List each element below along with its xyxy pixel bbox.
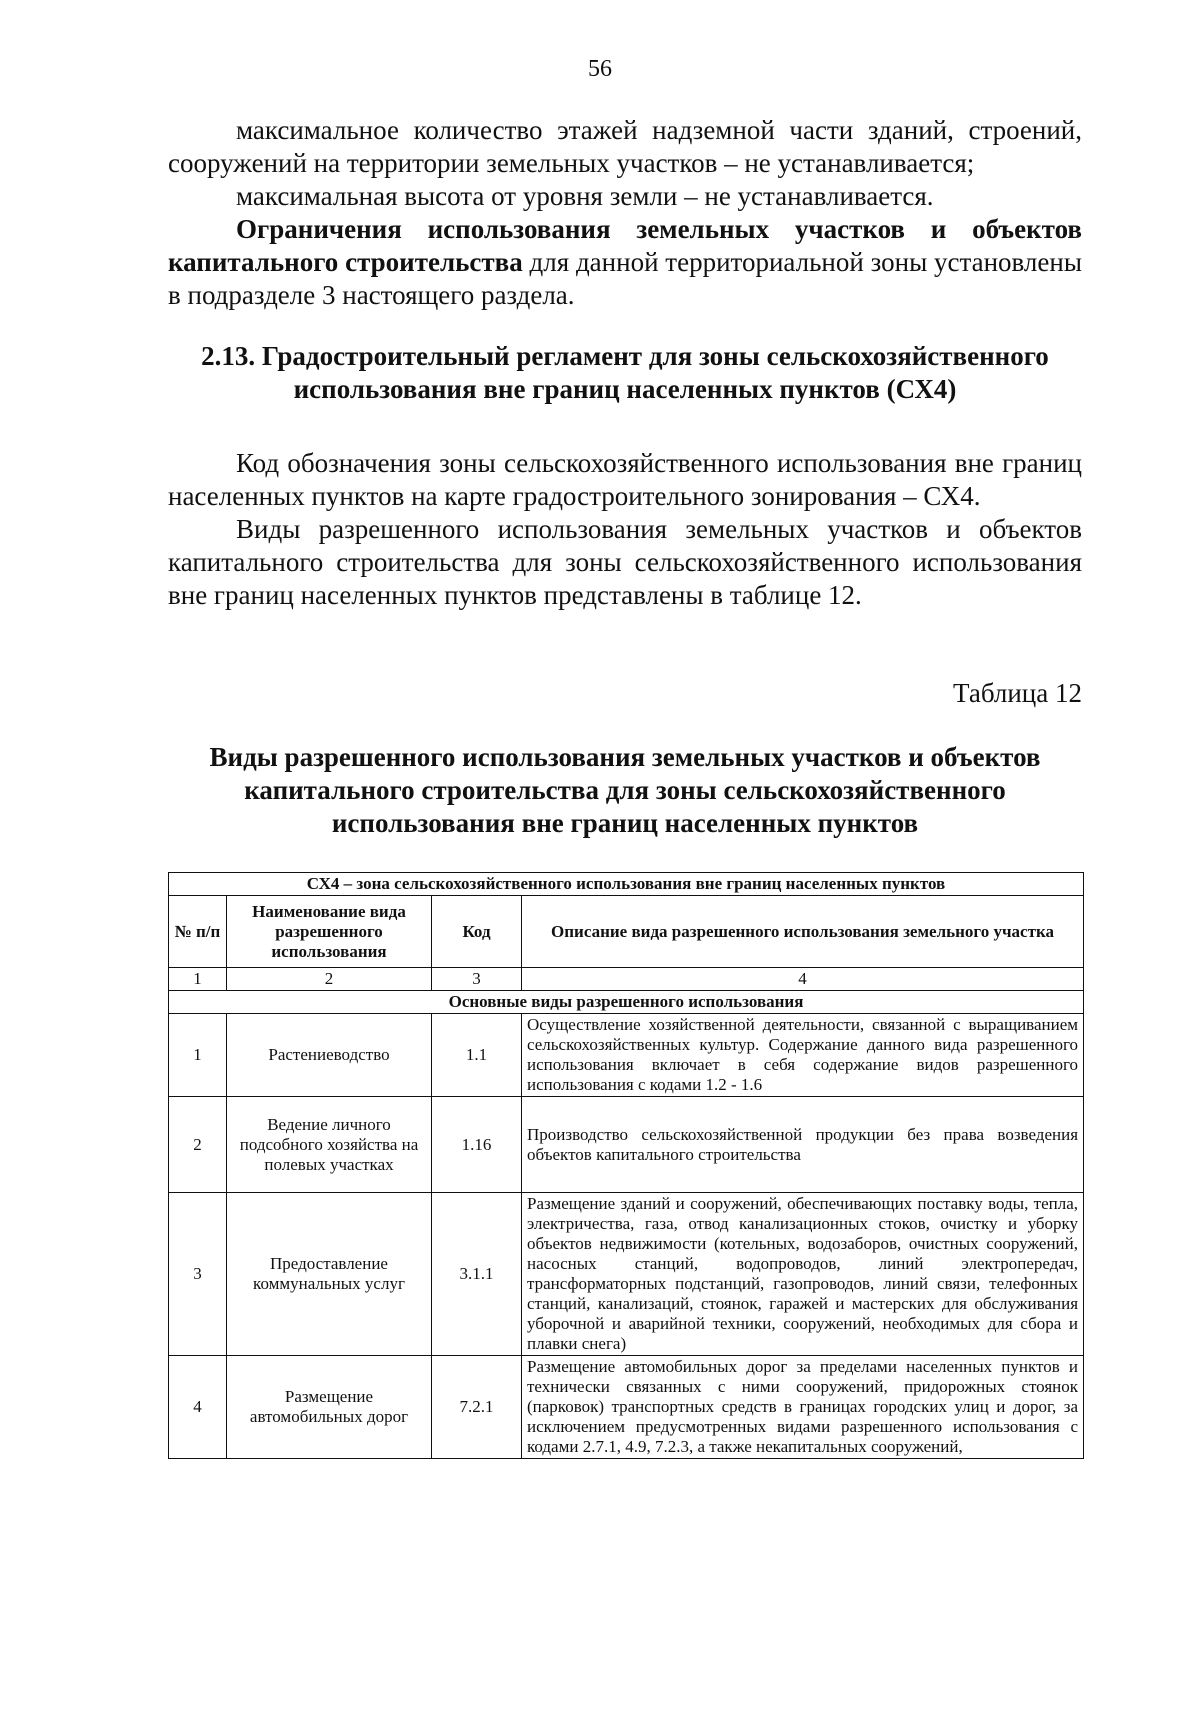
row-code: 1.1 [432, 1014, 522, 1097]
row-code: 7.2.1 [432, 1356, 522, 1459]
row-name: Ведение личного подсобного хозяйства на полевых участках [227, 1097, 432, 1193]
section-heading-line2: использования вне границ населенных пунктов (СХ4) [293, 374, 957, 404]
table-row [169, 1097, 1084, 1193]
column-header-row [169, 896, 1084, 968]
restrictions-bold: Ограничения использования земельных участков и объектов капитального строительства [168, 214, 1082, 277]
section-heading-line1: 2.13. Градостроительный регламент для зоны сельскохозяйственного [201, 341, 1049, 371]
permitted-uses-table [168, 872, 1084, 1459]
zone-description-block [168, 447, 1082, 612]
table-title [168, 741, 1082, 840]
header-description: Описание вида разрешенного использования земельного участка [522, 896, 1084, 968]
row-description: Размещение зданий и сооружений, обеспечивающих поставку воды, тепла, электричества, газа, отвод канализационных стоков, очистку и уборку объектов недвижимости (котельных, водозаборов, очистных сооружений, насосных станций, водопроводов, линий электропередач, трансформаторных подстанций, газопроводов, линий связи, телефонных станций, канализаций, стоянок, гаражей и мастерских для обслуживания уборочной и аварийной техники, сооружений, необходимых для сбора и плавки снега) [522, 1193, 1084, 1356]
col-number: 1 [169, 968, 227, 991]
row-num: 3 [169, 1193, 227, 1356]
table-row [169, 1014, 1084, 1097]
row-num: 4 [169, 1356, 227, 1459]
zone-code-paragraph: Код обозначения зоны сельскохозяйственного использования вне границ населенных пунктов на карте градостроительного зонирования – СХ4. [168, 448, 1082, 511]
row-name: Предоставление коммунальных услуг [227, 1193, 432, 1356]
col-number: 4 [522, 968, 1084, 991]
table-row [169, 1356, 1084, 1459]
table-title-line3: использования вне границ населенных пунктов [331, 808, 919, 838]
zone-header: СХ4 – зона сельскохозяйственного использования вне границ населенных пунктов [169, 873, 1084, 896]
group-header-row [169, 991, 1084, 1014]
section-heading [168, 340, 1082, 406]
row-name: Размещение автомобильных дорог [227, 1356, 432, 1459]
header-code: Код [432, 896, 522, 968]
header-num: № п/п [169, 896, 227, 968]
table-title-line1: Виды разрешенного использования земельных участков и объектов [209, 742, 1041, 772]
restrictions-rest: для данной территориальной зоны установлены в подразделе 3 настоящего раздела. [168, 247, 1082, 310]
page-number: 56 [588, 56, 612, 82]
row-description: Осуществление хозяйственной деятельности, связанной с выращиванием сельскохозяйственных культур. Содержание данного вида разрешенного использования включает в себя содержание видов разрешенного использования с кодами 1.2 - 1.6 [522, 1014, 1084, 1097]
intro-height: максимальная высота от уровня земли – не устанавливается. [236, 181, 934, 211]
zone-types-paragraph: Виды разрешенного использования земельных участков и объектов капитального строительства для зоны сельскохозяйственного использования вне границ населенных пунктов представлены в таблице 12. [168, 514, 1082, 610]
header-name: Наименование вида разрешенного использования [227, 896, 432, 968]
row-description: Размещение автомобильных дорог за пределами населенных пунктов и технически связанных с ними сооружений, придорожных стоянок (парковок) транспортных средств в границах городских улиц и дорог, за исключением предусмотренных видами разрешенного использования с кодами 2.7.1, 4.9, 7.2.3, а также некапитальных сооружений, [522, 1356, 1084, 1459]
row-num: 1 [169, 1014, 227, 1097]
col-number: 3 [432, 968, 522, 991]
table-label: Таблица 12 [953, 678, 1082, 708]
table-row [169, 1193, 1084, 1356]
row-num: 2 [169, 1097, 227, 1193]
group-header: Основные виды разрешенного использования [169, 991, 1084, 1014]
table-title-line2: капитального строительства для зоны сельскохозяйственного [244, 775, 1006, 805]
col-number: 2 [227, 968, 432, 991]
zone-header-row [169, 873, 1084, 896]
row-description: Производство сельскохозяйственной продукции без права возведения объектов капитального строительства [522, 1097, 1084, 1193]
intro-floors: максимальное количество этажей надземной части зданий, строений, сооружений на территории земельных участков – не устанавливается; [168, 115, 1082, 178]
row-name: Растениеводство [227, 1014, 432, 1097]
intro-block [168, 114, 1082, 312]
row-code: 1.16 [432, 1097, 522, 1193]
row-code: 3.1.1 [432, 1193, 522, 1356]
column-number-row [169, 968, 1084, 991]
intro-restrictions [168, 213, 1082, 312]
